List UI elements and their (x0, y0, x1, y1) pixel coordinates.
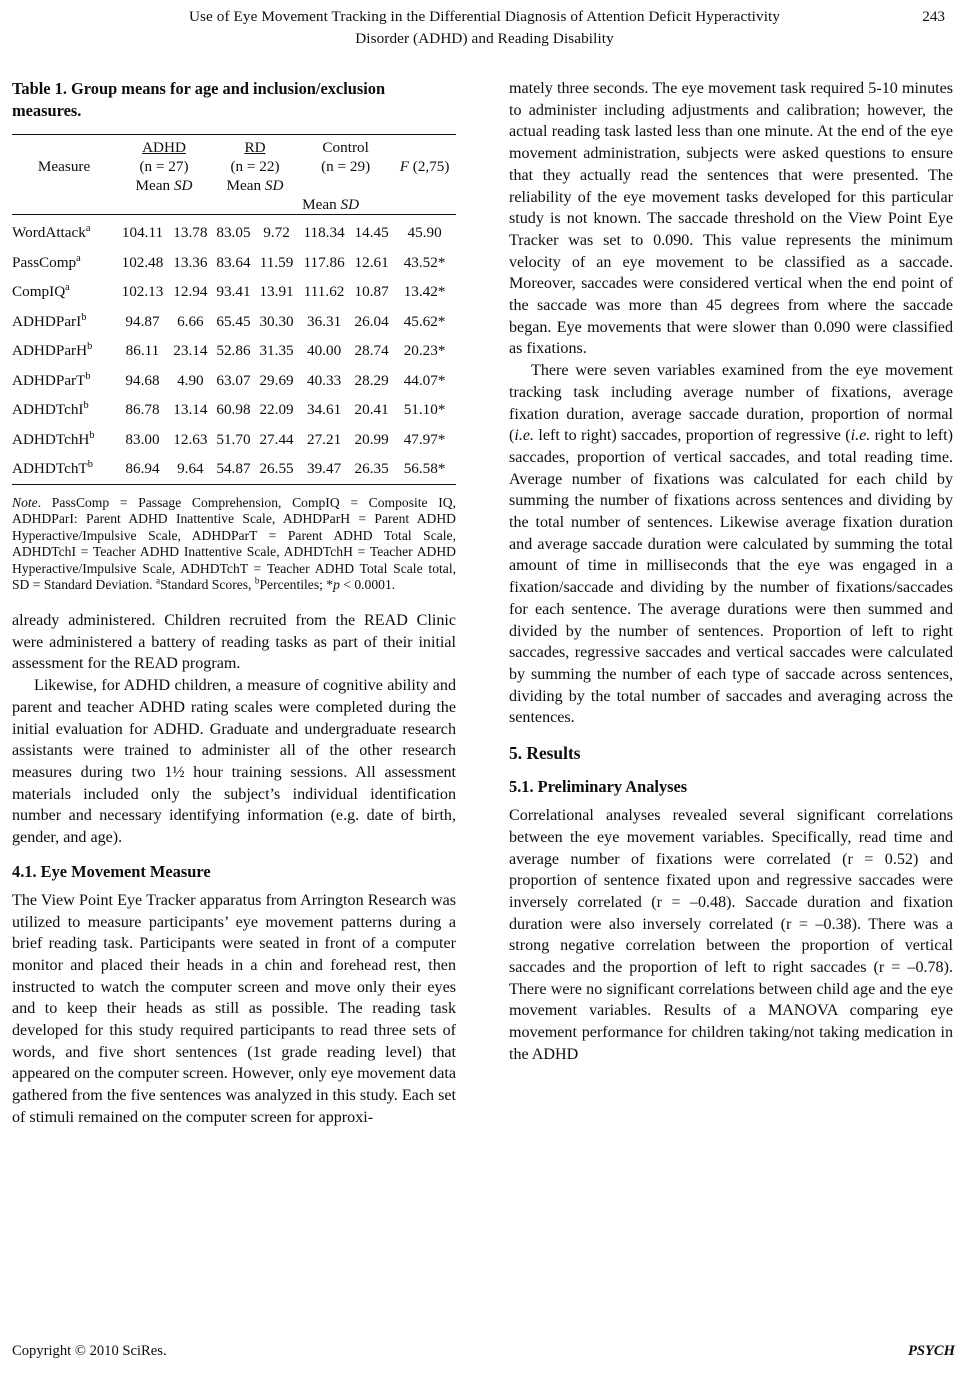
row-measure: CompIQ$^a$ (12, 282, 70, 301)
left-paragraph-continued: already administered. Children recruited from the READ Clinic were administered a battery of reading tasks as part of their initial assessment for the READ program. (12, 612, 456, 673)
cell-rd-sd: 27.44 (259, 430, 294, 448)
cell-rd-sd: 11.59 (259, 253, 294, 271)
header-n-rd: (n = 22) (230, 158, 280, 175)
heading-4-1: 4.1. Eye Movement Measure (12, 861, 211, 881)
cell-control-mean: 36.31 (306, 312, 342, 330)
cell-f-value: 13.42* (403, 283, 446, 301)
header-stats-adhd: Mean SD (135, 177, 193, 194)
cell-control-sd: 28.29 (354, 371, 389, 389)
row-measure: ADHDTchH$^b$ (12, 429, 95, 448)
table-header-row-n (12, 157, 456, 176)
cell-rd-mean: 54.87 (216, 460, 251, 478)
right-paragraph-2-part1: There were seven variables examined from the eye movement tracking task including average number of fixations, average fixation duration, average saccade duration, proportion of normal ( (509, 362, 953, 445)
right-paragraph-continued: mately three seconds. The eye movement task required 5-10 minutes to administer including adjustments and calibration; however, the actual reading task lasted less than one minute. At the end of the eye movement administration, subjects were asked questions to ensure that they actually read the sentences that were presented. The reliability of the eye movement tasks developed for this particular study is not known. The saccade threshold on the View Point Eye Tracker was set to 0.090. This value represents the minimum velocity of an eye movement to be classified as a saccade. Moreover, saccades were considered vertical when the end point of the saccade was more than 45 degrees from where the saccade began. Eye movements that were slower than 0.090 were classified as fixations. (509, 80, 953, 358)
cell-rd-sd: 9.72 (263, 224, 290, 242)
table-row (12, 366, 456, 396)
left-paragraph-3: The View Point Eye Tracker apparatus from Arrington Research was utilized to measure participants’ eye movement patterns during a brief reading task. Participants were seated in front of a computer monitor and placed their heads in a chin and forehead rest, then instructed to watch the computer screen and move only their eyes and to keep their heads as still as possible. The reading task developed for this study required participants to read three sets of words, and five short sentences (1st grade reading level) that appeared on the computer screen. However, only eye movement data gathered from the five sentences was analyzed in this study. Each set of stimuli remained on the computer screen for approxi- (12, 891, 456, 1126)
left-column (12, 78, 456, 1129)
header-n-control: (n = 29) (321, 158, 371, 175)
table-row (12, 454, 456, 484)
cell-adhd-mean: 94.87 (125, 312, 160, 330)
cell-rd-mean: 51.70 (216, 430, 251, 448)
cell-adhd-mean: 86.78 (125, 401, 160, 419)
heading-5-results: 5. Results (509, 743, 581, 764)
cell-adhd-sd: 13.78 (173, 224, 208, 242)
group-means-table (12, 134, 456, 488)
right-paragraph-2 (509, 360, 953, 729)
cell-f-value: 45.90 (407, 224, 442, 242)
cell-rd-mean: 83.05 (216, 224, 251, 242)
cell-rd-sd: 26.55 (259, 460, 294, 478)
header-group-control: Control (322, 139, 369, 156)
right-paragraph-2-part3: right to left) saccades, proportion of vertical saccades, and total reading time. Average number of fixations was calculated for each child by summing the number of fixations across sentences and dividing by the total number of sentences. Likewise average fixation duration and average saccade duration were calculated by summing the total amount of time in milliseconds that the eye was engaged in a fixation/saccade and dividing by the number of fixations/saccades for each sentence. The average durations were then summed and divided by the number of sentences. Proportion of left to right saccades, regressive saccades and vertical saccades were calculated by summing the number of each type of saccade across sentences, dividing by the total number of saccades and averaging across the sentences. (509, 427, 953, 727)
cell-adhd-mean: 102.13 (121, 283, 164, 301)
right-column (509, 78, 953, 1066)
cell-control-mean: 40.33 (306, 371, 342, 389)
cell-f-value: 44.07* (403, 371, 446, 389)
table-header-row-group-names (12, 138, 456, 157)
table-header-row-stats (12, 176, 456, 195)
cell-adhd-sd: 12.94 (173, 283, 208, 301)
right-paragraph-2-italic1: i.e. (514, 427, 535, 445)
header-stats-rd: Mean SD (226, 177, 284, 194)
cell-f-value: 56.58* (403, 460, 446, 478)
left-paragraph-2: Likewise, for ADHD children, a measure of cognitive ability and parent and teacher ADHD rating scales were completed during the initial evaluation for ADHD. Graduate and undergraduate research assistants were trained to administer all of the other research measures during two 1½ hour training sessions. All assessment materials included only the subject’s individual identification number and necessary identifying information (e.g. date of birth, gender, and age). (12, 677, 456, 847)
cell-adhd-mean: 94.68 (125, 371, 160, 389)
cell-adhd-mean: 102.48 (121, 253, 164, 271)
table-row (12, 395, 456, 425)
cell-rd-mean: 83.64 (216, 253, 251, 271)
cell-rd-sd: 22.09 (259, 401, 294, 419)
cell-control-sd: 14.45 (354, 224, 389, 242)
cell-f-value: 45.62* (403, 312, 446, 330)
cell-f-value: 43.52* (403, 253, 446, 271)
cell-adhd-sd: 13.14 (173, 401, 208, 419)
cell-control-sd: 12.61 (354, 253, 389, 271)
cell-adhd-sd: 4.90 (177, 371, 204, 389)
header-group-adhd: ADHD (142, 139, 186, 156)
cell-control-mean: 117.86 (303, 253, 345, 271)
cell-adhd-sd: 23.14 (173, 342, 208, 360)
page-number: 243 (922, 8, 945, 25)
cell-control-sd: 28.74 (354, 342, 389, 360)
cell-f-value: 47.97* (403, 430, 446, 448)
heading-5-1-preliminary-analyses: 5.1. Preliminary Analyses (509, 777, 688, 797)
cell-control-mean: 27.21 (306, 430, 342, 448)
cell-adhd-mean: 104.11 (121, 224, 164, 242)
journal-abbreviation: PSYCH (907, 1343, 955, 1359)
table-row (12, 248, 456, 278)
cell-rd-sd: 31.35 (259, 342, 294, 360)
cell-control-sd: 10.87 (354, 283, 389, 301)
cell-adhd-sd: 9.64 (177, 460, 204, 478)
cell-adhd-mean: 83.00 (125, 430, 160, 448)
row-measure: ADHDParH$^b$ (12, 341, 93, 360)
cell-rd-sd: 30.30 (259, 312, 294, 330)
cell-control-sd: 26.35 (354, 460, 389, 478)
cell-rd-mean: 63.07 (216, 371, 251, 389)
cell-rd-mean: 93.41 (216, 283, 251, 301)
right-paragraph-2-part2: left to right) saccades, proportion of regressive ( (534, 427, 851, 445)
table-row (12, 218, 456, 248)
row-measure: ADHDTchI$^b$ (12, 400, 89, 419)
cell-control-sd: 20.99 (354, 430, 389, 448)
header-stats-control: Mean SD (302, 196, 360, 213)
header-stats-control-spacer (298, 176, 393, 195)
cell-control-mean: 34.61 (306, 401, 342, 419)
table-row (12, 336, 456, 366)
cell-rd-sd: 13.91 (259, 283, 294, 301)
cell-control-mean: 40.00 (306, 342, 342, 360)
header-group-rd: RD (244, 139, 266, 156)
header-f-stat: F (2,75) (399, 158, 450, 175)
table-header-row-stats-control (12, 195, 456, 215)
cell-adhd-sd: 12.63 (173, 430, 208, 448)
cell-control-sd: 26.04 (354, 312, 389, 330)
row-measure: ADHDParT$^b$ (12, 370, 91, 389)
cell-rd-mean: 52.86 (216, 342, 251, 360)
cell-control-mean: 39.47 (306, 460, 342, 478)
table-row (12, 425, 456, 455)
running-head-line-2: Disorder (ADHD) and Reading Disability (355, 30, 614, 47)
cell-rd-mean: 65.45 (216, 312, 251, 330)
cell-adhd-mean: 86.94 (125, 460, 160, 478)
header-measure: Measure (37, 158, 91, 175)
cell-adhd-mean: 86.11 (125, 342, 160, 360)
cell-f-value: 20.23* (403, 342, 446, 360)
table-row (12, 307, 456, 337)
cell-control-mean: 118.34 (303, 224, 345, 242)
cell-f-value: 51.10* (403, 401, 446, 419)
cell-rd-sd: 29.69 (259, 371, 294, 389)
row-measure: PassComp$^a$ (12, 252, 81, 271)
cell-control-sd: 20.41 (354, 401, 389, 419)
table-note: Note. PassComp = Passage Comprehension, CompIQ = Composite IQ, ADHDParI: Parent ADHD Inattentive Scale, ADHDParH = Parent ADHD Hyperactive/Impulsive Scale, ADHDParT = Parent ADHD Total Scale, ADHDTchI = Teacher ADHD Inattentive Scale, ADHDTchH = Teacher ADHD Hyperactive/Impulsive Scale, ADHDTchT = Teacher ADHD Total Scale total, SD = Standard Deviation. $^a$Standard Scores, $^b$Percentiles; *p < 0.0001. (12, 494, 456, 593)
table-caption: Table 1. Group means for age and inclusion/exclusion measures. (12, 79, 386, 120)
row-measure: ADHDTchT$^b$ (12, 459, 93, 478)
page-footer (12, 1343, 955, 1360)
running-head-line-1: Use of Eye Movement Tracking in the Differential Diagnosis of Attention Deficit Hyperactivity (188, 8, 781, 25)
right-paragraph-3: Correlational analyses revealed several significant correlations between the eye movement variables. Specifically, read time and average number of fixations were correlated (r = 0.52) and proportion of sentence fixated upon and regressive saccades were inversely correlated (r = –0.48). Saccade duration and fixation duration were also inversely correlated (r = –0.38). There was a strong negative correlation between the proportion of vertical saccades and the proportion of left to right saccades (r = –0.78). There were no significant correlations between child age and the eye movement variables. Results of a MANOVA comparing eye movement performance for children taking/not taking medication in the ADHD (509, 807, 953, 1063)
cell-adhd-sd: 6.66 (177, 312, 204, 330)
cell-adhd-sd: 13.36 (173, 253, 208, 271)
row-measure: ADHDParI$^b$ (12, 311, 87, 330)
copyright-notice: Copyright © 2010 SciRes. (12, 1343, 167, 1359)
table-row (12, 277, 456, 307)
header-n-adhd: (n = 27) (139, 158, 189, 175)
cell-control-mean: 111.62 (303, 283, 345, 301)
right-paragraph-2-italic2: i.e. (850, 427, 871, 445)
cell-rd-mean: 60.98 (216, 401, 251, 419)
row-measure: WordAttack$^a$ (12, 223, 91, 242)
running-head (0, 0, 969, 50)
table-rule-bottom (12, 484, 456, 488)
